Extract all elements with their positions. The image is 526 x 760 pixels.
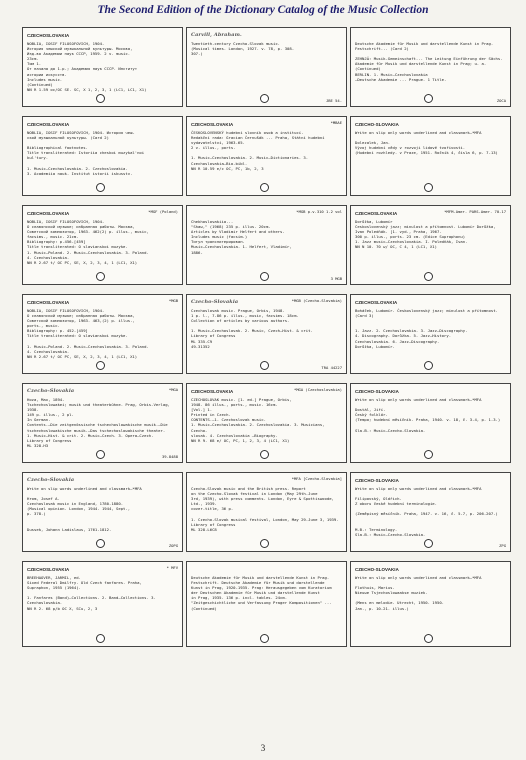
card-heading: CZECHOSLOVAKIA (27, 211, 70, 216)
card-classmark: *MGA (Czechoslovakia) (293, 387, 342, 392)
card-body: Write on slip only words underlined and classmark—*MFA Filipovský, Oldřich. Z oboru české hudební terminologie. (Zeměpisný měsíčník. Praha, 1947. v. 16, č. 5-7, p. 206-207.) M.B.: Terminology. Sla.B.: Music—Czecho-Slovakia. (355, 486, 498, 537)
card-heading: CZECHOSLOVAKIA (27, 122, 70, 127)
catalog-card (350, 116, 511, 196)
catalog-card (186, 472, 347, 552)
card-body: BREEHAOVER, JARMIL, ed. Sixed Federal Dmilfry. Old Czech fanfares. Praha, Supraphon, 1955 (1964). 1. Fanfares (Band)—Collections. 2. Band—Collections. 3. Czechoslovakia. NN R 2. 68 p/b OC X, SCu, 2, 3 (27, 575, 156, 611)
card-punch-hole (424, 539, 433, 548)
card-body: Hoza, Max, 1894- Tschechoslowakei; musik und theaterbühne. Prag, Orbis-Verlag, 1938. 149 p. illus., 2 pl. In German. Contents.—Die zeitgenössische tschechoslowakische musik.—Die tschechoslowakische musik.—Das tschechoslowakische theater. 1. Music—Hist. & crit. 2. Music—Czech. 3. Opera—Czech. Library of Congress ML 328.H3 (27, 397, 170, 448)
card-punch-hole (260, 539, 269, 548)
catalog-card (22, 472, 183, 552)
page-header-title: The Second Edition of the Dictionary Catalog of the Music Collection (97, 4, 429, 16)
catalog-card (350, 205, 511, 285)
catalog-card (186, 383, 347, 463)
card-punch-hole (96, 450, 105, 459)
card-punch-hole (260, 272, 269, 281)
card-body: Write on slip only words underlined and classmark—*MFA Dostál, Jiří. Český folklór. (Tempo; hudební měsíčník. Praha, 1940. v. 18, č. 3-4, p. 1-3.) Sla.B.: Music—Czecho-Slovakia. (355, 397, 501, 433)
card-punch-hole (424, 450, 433, 459)
card-body: ČESKOSLOVENSKÝ hudební slovník osob a institucí. Redakční rada: Gracian Černušák ... Praha, Státní hudební vydavatelství, 1963-65. 2 v. illus., ports. 1. Music—Czechoslovakia. 2. Music—Dictionaries. 3. Czechoslovakia—Bio-bibl. NN R 10.59 e/c OC, PC, 1b, 2, 3 (191, 130, 325, 171)
card-body: Deutsche Akademie für Musik und darstellende Kunst in Prag. Festschrift... (Card 2) ZEHNJÄ: Musik-Gemeinschaft... The Leitung Einführung der Sächs. Akademie für Musik und darstellende Kunst in Prag; u. a. (Continued) BERLIN. 1. Music—Czechoslovakia —Deutsche Akademie ... Prague. 1 Title. (355, 41, 503, 82)
card-heading: CZECHO-SLOVAKIA (355, 478, 399, 483)
card-heading: CZECHO-SLOVAKIA (355, 389, 399, 394)
card-punch-hole (424, 94, 433, 103)
card-body: NOBLIA, IOSIF FILOSOFOVICH, 1904- История чешской музыкальной культуры. Москва, Изд-во Академии наук СССР, 1959. 2 v. music. 23cm. Том 1. От начала до 1.p.; Академия наук СССР. Институт истории искусств. Includes music. (Continued) NN R 1.59 oc/OC SE. SC, X 1, 2, 3, 1 (LC1, LC1, X1) (27, 41, 147, 92)
card-body: Deutsche Akademie für Musik und darstellende Kunst in Prag. Festschrift. Deutsche Akademie für Musik und darstellende Kunst in Prag, 1920-1935. Prag: Herausgegeben vom Kuratorium der Deutschen Akademie für Musik und darstellende Kunst in Prag, 1935. 136 p. incl. tables. 24cm. "Zeitgeschichtliche und Verfassung Prager Kompositionen" ... (Continued) (191, 575, 332, 611)
catalog-card (350, 472, 511, 552)
page-number: 3 (260, 743, 266, 753)
card-heading: CZECHOSLOVAKIA (191, 122, 234, 127)
card-footer: 3 MGB (330, 275, 342, 281)
card-heading: CZECHOSLOVAKIA (355, 300, 398, 305)
catalog-card (22, 561, 183, 647)
catalog-card (22, 205, 183, 285)
card-footer: TRA 44227 (321, 364, 342, 370)
card-punch-hole (96, 539, 105, 548)
card-punch-hole (424, 183, 433, 192)
card-body: Chekhoslovakiia... "Shaw," (1968) 235 p. illus. 20cm. Articles by Vladimir Helfert and others. Includes music (facsim.) Титул транслитерирован. Music—Czechoslovakia. 1. Helfert, Vladimír, 1886- (191, 219, 292, 255)
card-punch-hole (260, 183, 269, 192)
card-heading: CZECHOSLOVAKIA (355, 211, 398, 216)
card-heading: CZECHOSLOVAKIA (191, 389, 234, 394)
card-classmark: *MFA [Czecho-Slovakia] (291, 476, 342, 481)
catalog-card (350, 383, 511, 463)
card-classmark: *MGB (Czecho-Slovakia) (291, 298, 342, 303)
catalog-card (186, 561, 347, 647)
card-heading: Czecho-Slovakia (27, 477, 75, 483)
card-classmark: *MGF (Poland) (148, 209, 178, 214)
card-heading: CZECHOSLOVAKIA (27, 300, 70, 305)
card-footer: ZPG (499, 542, 506, 548)
card-punch-hole (260, 361, 269, 370)
card-body: NOBLIA, IOSIF FILOSOFOVICH, 1904- O славянской музыке; избранная работы. Москва, Советский композитор, 1963. 462(2) p. illus., music, facsims., music. 21cm. Bibliography: p.456-[459] Title transliterated: O slavianskoi muzyke. 1. Music—Poland. 2. Music—Czechoslovakia. 3. Poland. 4. Czechoslovakia. NN R 2.67 t/ OC PC, SE, X, 2, 3, 4, 1 (LC1, X1) (27, 219, 149, 265)
card-punch-hole (260, 94, 269, 103)
catalog-card (186, 205, 347, 285)
card-heading: CZECHO-SLOVAKIA (355, 122, 399, 127)
catalog-card (22, 294, 183, 374)
card-punch-hole (424, 272, 433, 281)
card-classmark: * MFV (166, 565, 178, 570)
catalog-card-grid (22, 27, 511, 731)
card-classmark: *MBAE (330, 120, 342, 125)
card-punch-hole (424, 634, 433, 643)
card-body: Write on slip only words underlined and classmark—*MFA Dolezalek, Jan. Vývoj hudební vědy v rozvoji lidové tvořivosti. (Hudební rozhledy. v Praze, 1951. Ročník 4, čísla 6, p. 7-13) (355, 130, 498, 156)
catalog-card (350, 561, 511, 647)
catalog-card (350, 27, 511, 107)
catalog-card (186, 27, 347, 107)
catalog-card (22, 27, 183, 107)
card-punch-hole (260, 450, 269, 459)
catalog-card (22, 383, 183, 463)
card-footer: 39-8488 (161, 453, 178, 459)
card-body: Dorůžka, Lubomír Ceskoslovenský jazz; minulost a přítomnost. Lubomír Dorůžka, Ivan Poledňák. [1. vyd., Praha, 1967. 300 p. illus., ports. 23 cm. (Edice Supraphonu) 1. Jazz music—Czechoslovakia. I. Poledňák, Ivan. NN N 10. 70 w/ OC, C 4, 1 (LC1, X1) (355, 219, 496, 250)
catalog-card (350, 294, 511, 374)
card-punch-hole (96, 183, 105, 192)
card-heading: Carvill, Abraham. (191, 32, 242, 38)
card-body: Boháček, Ludomír. Československý jazz; minulost a přítomnost. (Card 3) 1. Jazz. 2. Czechoslovakia. 3. Jazz—Discography. 4. Discography. Dorůžka. 5. Jazz—History. Czechoslovakia. 6. Jazz—Discography. Dorůžka, Lubomír. (355, 308, 498, 349)
card-classmark: *MGB (168, 298, 178, 303)
card-punch-hole (96, 634, 105, 643)
catalog-card (22, 116, 183, 196)
card-punch-hole (424, 361, 433, 370)
catalog-card (186, 116, 347, 196)
card-body: Czechoslovak music. Prague, Orbis, 1948. 1 p. l., 7-86 p. illus., music, facsims. 18cm. Collection of articles by various authors. 1. Music—Czechoslovak. 2. Music, Czech—Hist. & crit. Library of Congress ML 335.C9 49-31352 (191, 308, 313, 349)
card-heading: CZECHOSLOVAKIA (27, 33, 70, 38)
card-body: CZECHOSLOVAK music. [1. ed.] Prague, Orbis, 1948. 86 illus., ports., music. 16cm. [Vol.] 1. Printed in Czech. CONTENTS.—1. Czechoslovak music. 1. Music—Czechoslovakia. 2. Czechoslovakia. 3. Musicians, Czecho- slovak. 4. Czechoslovakia —Biography. NN R 9. 68 e/ OC, PC, 1, 2, 3, 4 (LC1, X1) (191, 397, 325, 443)
card-heading: Czecho-Slovakia (191, 299, 239, 305)
card-classmark: *MGB p.v.310 1.2 vol (296, 209, 342, 214)
card-footer: ZOPG (168, 542, 178, 548)
card-punch-hole (96, 361, 105, 370)
card-body: NOBLIA, IOSIF FILOSOFOVICH, 1904- История чеш- ской музыкальной культуры. (Card 2) Bibliographical footnotes. Title transliterated: Istoriia cheskoi muzykal'noi kul'tury. 1. Music—Czechoslovakia. 2. Czechoslovakia. 3. Academiia nauk. Institut istorii iskusstv. (27, 130, 145, 176)
catalog-card (186, 294, 347, 374)
card-punch-hole (96, 94, 105, 103)
card-classmark: *MGA (168, 387, 178, 392)
card-footer: ZOCA (496, 97, 506, 103)
card-body: Czecho-Slovak music and the British press. Report on the Czecho-Slovak festival in London (May 29th-June 3rd, 1939), with press comments. London, Eyre & Spottiswoode, Ltd., 1939. cover-title, 36 p. 1. Czecho-Slovak musical festival, London, May 29-June 3, 1939. Library of Congress ML 328.L6C8 (191, 486, 339, 532)
card-punch-hole (96, 272, 105, 281)
card-footer: JBE 54- (325, 97, 342, 103)
card-body: Twentieth-century Czecho-Slovak music. (Musical times. London, 1927. v. 78, p. 308- 307.) (191, 41, 295, 57)
card-body: Write on slip words underlined and classmark—*MFA Hrom, Josef A. Czechoslovak music in England, 1780-1880. (Musical opinion. London, 1944. 1944, Sept., p. 378.) Dussek, Johann Ladislaus, 1761-1812. (27, 486, 142, 532)
card-body: Write on slip only words underlined and classmark—*MFA Flothuis, Marius. Nieuwe Tsjechoslowaakse muziek. (Mens en melodie. Utrecht, 1950. 1950. Jan., p. 10-21. illus.) (355, 575, 482, 611)
card-heading: Czecho-Slovakia (27, 388, 75, 394)
card-heading: CZECHOSLOVAKIA (27, 567, 70, 572)
card-classmark: *MFM-Amer. PARS-Amer. 70-17 (444, 209, 506, 214)
card-body: NOBLIA, IOSIF FILOSOFOVICH, 1904- O славянской музыке; избранная работы. Москва, Советский композитор, 1963. 463,(2) p. illus., ports., music. Bibliography: p. 452-[459] Title transliterated: O slavianskoi muzyke. 1. Music—Poland. 2. Music—Czechoslovakia. 3. Poland. 4. Czechoslovakia. NN R 2.67 t/ OC PC, SE, X, 2, 3, 4, 1 (LC1, X1) (27, 308, 149, 359)
card-punch-hole (260, 634, 269, 643)
card-heading: CZECHO-SLOVAKIA (355, 567, 399, 572)
